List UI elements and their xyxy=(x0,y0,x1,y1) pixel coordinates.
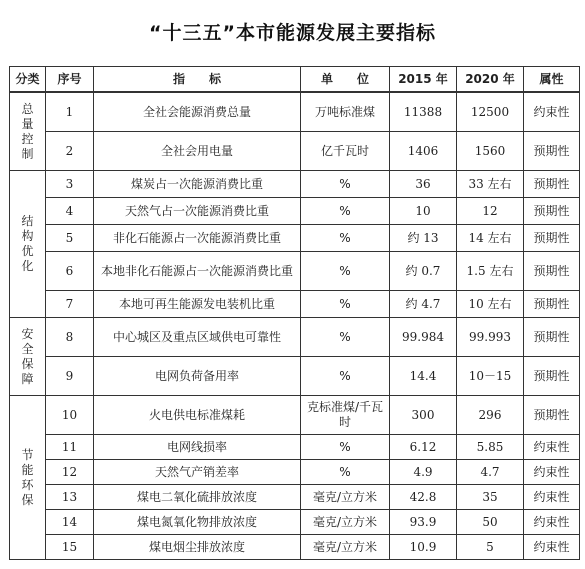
row-2015: 36 xyxy=(390,171,457,198)
row-2015: 99.984 xyxy=(390,318,457,357)
row-unit: 亿千瓦时 xyxy=(301,132,390,171)
row-attr: 预期性 xyxy=(524,225,580,252)
row-2020: 5 xyxy=(457,535,524,560)
row-unit: % xyxy=(301,318,390,357)
row-no: 9 xyxy=(46,357,94,396)
row-unit: 毫克/立方米 xyxy=(301,510,390,535)
row-unit: 毫克/立方米 xyxy=(301,485,390,510)
row-2015: 6.12 xyxy=(390,435,457,460)
row-indicator: 非化石能源占一次能源消费比重 xyxy=(94,225,301,252)
page-title: “十三五”本市能源发展主要指标 xyxy=(149,22,436,44)
row-2020: 1560 xyxy=(457,132,524,171)
row-2015: 1406 xyxy=(390,132,457,171)
table-row xyxy=(10,318,580,357)
row-2015: 10.9 xyxy=(390,535,457,560)
row-no: 1 xyxy=(46,92,94,132)
row-2015: 约 13 xyxy=(390,225,457,252)
row-unit: % xyxy=(301,435,390,460)
row-indicator: 全社会能源消费总量 xyxy=(94,92,301,132)
row-attr: 预期性 xyxy=(524,318,580,357)
row-attr: 约束性 xyxy=(524,485,580,510)
table-row xyxy=(10,171,580,198)
indicator-table xyxy=(9,66,580,560)
table-row xyxy=(10,357,580,396)
row-unit: % xyxy=(301,198,390,225)
table-row xyxy=(10,396,580,435)
row-2020: 33 左右 xyxy=(457,171,524,198)
row-2020: 12500 xyxy=(457,92,524,132)
row-2015: 10 xyxy=(390,198,457,225)
header-unit: 单 位 xyxy=(301,67,390,93)
row-indicator: 煤电烟尘排放浓度 xyxy=(94,535,301,560)
category-cell: 总量控制 xyxy=(10,92,46,171)
row-no: 4 xyxy=(46,198,94,225)
row-2015: 11388 xyxy=(390,92,457,132)
row-unit: % xyxy=(301,171,390,198)
row-2020: 1.5 左右 xyxy=(457,252,524,291)
row-attr: 约束性 xyxy=(524,435,580,460)
row-unit: % xyxy=(301,291,390,318)
category-cell: 安全保障 xyxy=(10,318,46,396)
header-category: 分类 xyxy=(10,67,46,93)
table-row xyxy=(10,460,580,485)
row-attr: 约束性 xyxy=(524,92,580,132)
table-row xyxy=(10,435,580,460)
row-2015: 42.8 xyxy=(390,485,457,510)
row-unit: 万吨标准煤 xyxy=(301,92,390,132)
row-indicator: 中心城区及重点区域供电可靠性 xyxy=(94,318,301,357)
row-no: 6 xyxy=(46,252,94,291)
row-2015: 约 4.7 xyxy=(390,291,457,318)
row-no: 14 xyxy=(46,510,94,535)
header-row xyxy=(10,67,580,93)
table-row xyxy=(10,132,580,171)
row-attr: 约束性 xyxy=(524,510,580,535)
row-no: 5 xyxy=(46,225,94,252)
row-attr: 预期性 xyxy=(524,396,580,435)
table-row xyxy=(10,92,580,132)
row-attr: 预期性 xyxy=(524,252,580,291)
row-2020: 5.85 xyxy=(457,435,524,460)
row-no: 3 xyxy=(46,171,94,198)
table-row xyxy=(10,198,580,225)
row-attr: 预期性 xyxy=(524,132,580,171)
row-no: 8 xyxy=(46,318,94,357)
row-indicator: 全社会用电量 xyxy=(94,132,301,171)
row-2020: 50 xyxy=(457,510,524,535)
row-2015: 约 0.7 xyxy=(390,252,457,291)
row-indicator: 天然气占一次能源消费比重 xyxy=(94,198,301,225)
row-indicator: 煤电氮氧化物排放浓度 xyxy=(94,510,301,535)
row-2020: 14 左右 xyxy=(457,225,524,252)
row-unit: 克标准煤/千瓦时 xyxy=(301,396,390,435)
row-no: 11 xyxy=(46,435,94,460)
row-indicator: 火电供电标准煤耗 xyxy=(94,396,301,435)
row-no: 15 xyxy=(46,535,94,560)
row-2020: 12 xyxy=(457,198,524,225)
category-cell: 结构优化 xyxy=(10,171,46,318)
header-indicator: 指 标 xyxy=(94,67,301,93)
row-indicator: 煤电二氧化硫排放浓度 xyxy=(94,485,301,510)
row-unit: % xyxy=(301,225,390,252)
category-cell: 节能环保 xyxy=(10,396,46,560)
row-indicator: 电网负荷备用率 xyxy=(94,357,301,396)
row-2020: 296 xyxy=(457,396,524,435)
header-2015: 2015 年 xyxy=(390,67,457,93)
row-indicator: 煤炭占一次能源消费比重 xyxy=(94,171,301,198)
row-no: 7 xyxy=(46,291,94,318)
row-2015: 93.9 xyxy=(390,510,457,535)
row-2020: 4.7 xyxy=(457,460,524,485)
row-unit: 毫克/立方米 xyxy=(301,535,390,560)
row-2020: 10 左右 xyxy=(457,291,524,318)
row-no: 10 xyxy=(46,396,94,435)
row-indicator: 天然气产销差率 xyxy=(94,460,301,485)
table-row xyxy=(10,252,580,291)
row-2015: 300 xyxy=(390,396,457,435)
row-indicator: 本地非化石能源占一次能源消费比重 xyxy=(94,252,301,291)
table-row xyxy=(10,485,580,510)
row-unit: % xyxy=(301,357,390,396)
row-attr: 预期性 xyxy=(524,198,580,225)
table-row xyxy=(10,225,580,252)
header-2020: 2020 年 xyxy=(457,67,524,93)
table-row xyxy=(10,510,580,535)
header-attr: 属性 xyxy=(524,67,580,93)
header-no: 序号 xyxy=(46,67,94,93)
row-attr: 预期性 xyxy=(524,291,580,318)
table-row xyxy=(10,291,580,318)
row-attr: 预期性 xyxy=(524,171,580,198)
row-2020: 10－15 xyxy=(457,357,524,396)
row-attr: 约束性 xyxy=(524,535,580,560)
row-no: 13 xyxy=(46,485,94,510)
row-attr: 预期性 xyxy=(524,357,580,396)
table-row xyxy=(10,535,580,560)
row-unit: % xyxy=(301,460,390,485)
row-no: 12 xyxy=(46,460,94,485)
row-attr: 约束性 xyxy=(524,460,580,485)
row-2015: 14.4 xyxy=(390,357,457,396)
row-indicator: 电网线损率 xyxy=(94,435,301,460)
row-2015: 4.9 xyxy=(390,460,457,485)
row-indicator: 本地可再生能源发电装机比重 xyxy=(94,291,301,318)
row-2020: 99.993 xyxy=(457,318,524,357)
row-2020: 35 xyxy=(457,485,524,510)
row-no: 2 xyxy=(46,132,94,171)
row-unit: % xyxy=(301,252,390,291)
